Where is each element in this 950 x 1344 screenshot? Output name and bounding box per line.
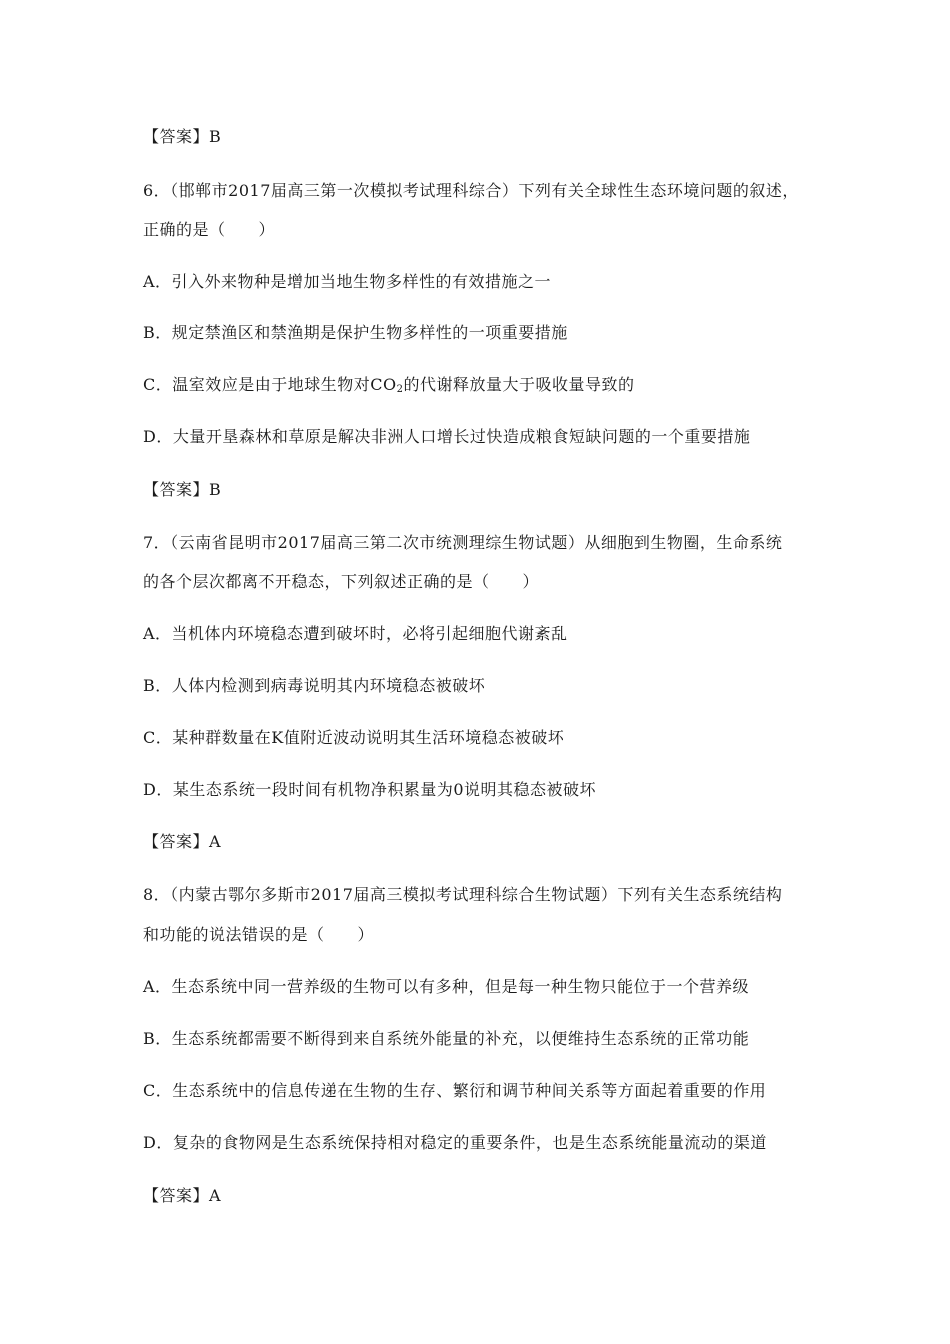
option-a: A．生态系统中同一营养级的生物可以有多种，但是每一种生物只能位于一个营养级 [143, 977, 750, 996]
option-d: D．某生态系统一段时间有机物净积累量为0说明其稳态被破坏 [143, 780, 597, 799]
option-a: A．当机体内环境稳态遭到破坏时，必将引起细胞代谢紊乱 [143, 624, 568, 643]
answer-label: 【答案】A [143, 1186, 222, 1205]
question-7-line-1: 7．（云南省昆明市2017届高三第二次市统测理综生物试题）从细胞到生物圈，生命系统 [143, 533, 783, 552]
option-c: C．温室效应是由于地球生物对$CO_2$的代谢释放量大于吸收量导致的 [143, 375, 635, 395]
option-b: B．规定禁渔区和禁渔期是保护生物多样性的一项重要措施 [143, 323, 568, 342]
question-8-line-2: 和功能的说法错误的是（ ） [143, 925, 375, 944]
subscript: 2 [396, 384, 404, 395]
question-8-line-1: 8．（内蒙古鄂尔多斯市2017届高三模拟考试理科综合生物试题）下列有关生态系统结构 [143, 885, 783, 904]
answer-label: 【答案】A [143, 832, 222, 851]
question-7-line-2: 的各个层次都离不开稳态，下列叙述正确的是（ ） [143, 572, 540, 591]
option-a: A．引入外来物种是增加当地生物多样性的有效措施之一 [143, 272, 552, 291]
answer-label: 【答案】B [143, 480, 222, 499]
option-b: B．人体内检测到病毒说明其内环境稳态被破坏 [143, 676, 486, 695]
answer-label: 【答案】B [143, 127, 222, 146]
option-c: C．生态系统中的信息传递在生物的生存、繁衍和调节种间关系等方面起着重要的作用 [143, 1081, 767, 1100]
question-6-line-1: 6．（邯郸市2017届高三第一次模拟考试理科综合）下列有关全球性生态环境问题的叙述， [143, 181, 799, 200]
question-6-line-2: 正确的是（ ） [143, 220, 276, 239]
option-c: C．某种群数量在K值附近波动说明其生活环境稳态被破坏 [143, 728, 565, 747]
option-d: D．大量开垦森林和草原是解决非洲人口增长过快造成粮食短缺问题的一个重要措施 [143, 427, 751, 446]
option-d: D．复杂的食物网是生态系统保持相对稳定的重要条件，也是生态系统能量流动的渠道 [143, 1133, 767, 1152]
option-b: B．生态系统都需要不断得到来自系统外能量的补充，以便维持生态系统的正常功能 [143, 1029, 750, 1048]
